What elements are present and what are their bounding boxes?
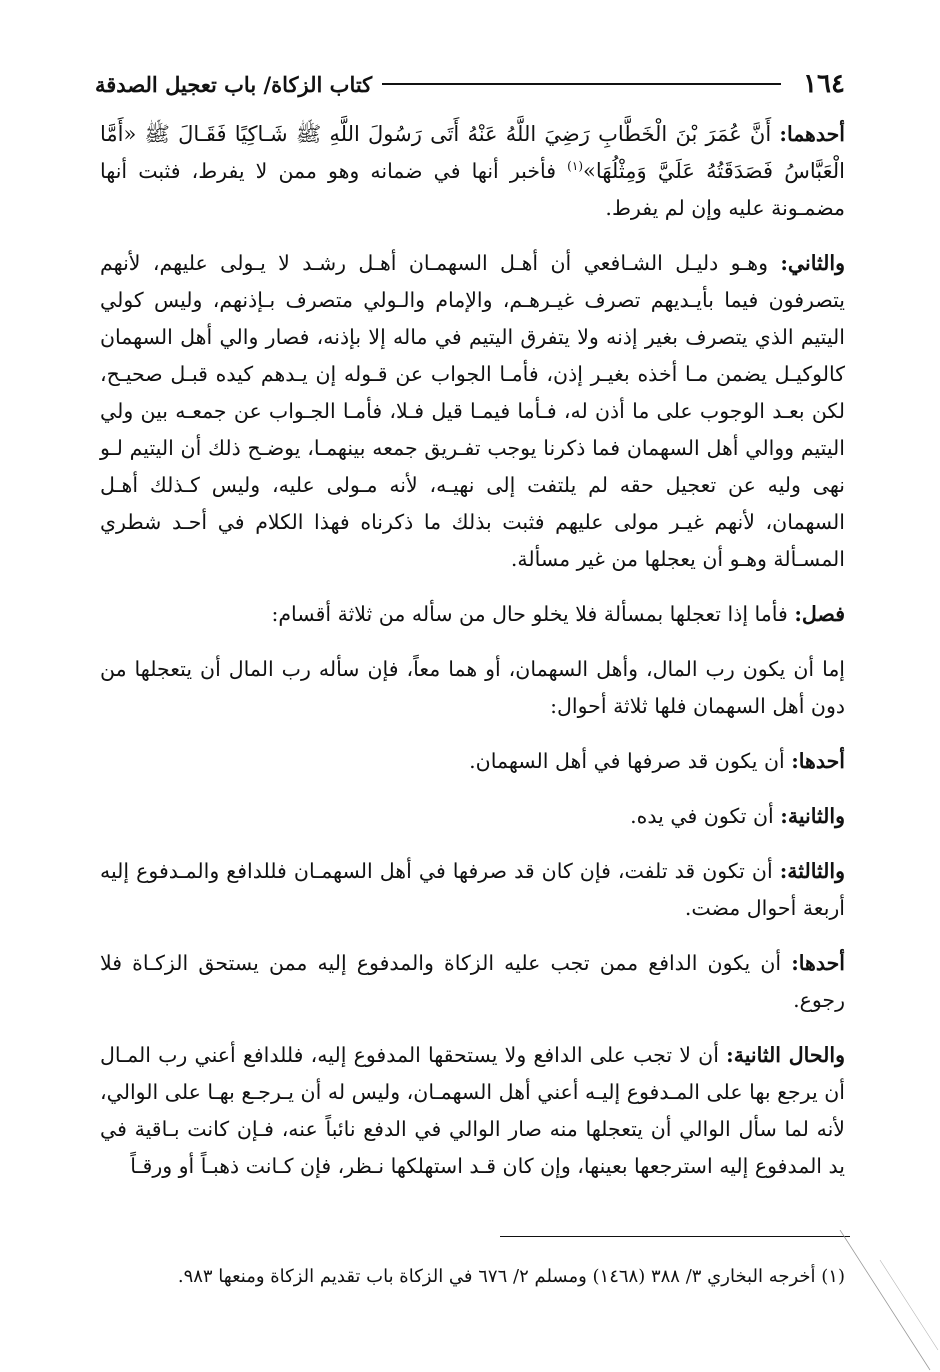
paragraph-9 <box>100 1037 845 1185</box>
paragraph-text: فأما إذا تعجلها بمسألة فلا يخلو حال من سأله من ثلاثة أقسام: <box>271 602 795 626</box>
page-number: ١٦٤ <box>803 69 845 99</box>
footnote-ref[interactable]: (١) <box>567 159 583 174</box>
header-rule <box>382 83 781 85</box>
paragraph-lead: والثانية: <box>780 804 845 828</box>
paragraph-3 <box>100 596 845 633</box>
footnote-number: (١) <box>821 1266 845 1287</box>
paragraph-text: فأخبر أنها في ضمانه وهو ممن لا يفرط، فثبت أنها مضمـونة عليه وإن لم يفرط. <box>100 159 845 220</box>
main-text <box>100 116 845 1203</box>
paragraph-text: أن تكون قد تلفت، فإن كان قد صرفها في أهل السهمـان فللدافع والمـدفوع إليه أربعة أحوال مضت. <box>100 859 845 920</box>
running-header <box>95 62 845 106</box>
paragraph-lead: فصل: <box>794 602 845 626</box>
paragraph-2 <box>100 245 845 578</box>
paragraph-text: أن يكون قد صرفها في أهل السهمان. <box>469 749 792 773</box>
footnote-text: أخرجه البخاري ٣/ ٣٨٨ (١٤٦٨) ومسلم ٢/ ٦٧٦ في الزكاة باب تقديم الزكاة ومنعها ٩٨٣. <box>177 1266 822 1287</box>
paragraph-8 <box>100 945 845 1019</box>
paragraph-1 <box>100 116 845 227</box>
paragraph-lead: أحدها: <box>791 951 845 975</box>
paragraph-5 <box>100 743 845 780</box>
footnote <box>100 1262 845 1292</box>
paragraph-6 <box>100 798 845 835</box>
scan-edge-marks <box>820 1230 940 1372</box>
chapter-title: كتاب الزكاة/ باب تعجيل الصدقة <box>95 71 373 97</box>
paragraph-lead: والحال الثانية: <box>726 1043 845 1067</box>
paragraph-text: أن يكون الدافع ممن تجب عليه الزكاة والمدفوع إليه ممن يستحق الزكـاة فلا رجوع. <box>100 951 845 1012</box>
hadith-quote: أَنَّ عُمَرَ بْنَ الْخَطَّابِ رَضِيَ اللَّهُ عَنْهُ أَتَى رَسُولَ اللَّهِ ﷺ شَـاكِيًا فَقَـالَ ﷺ «أَمَّا الْعَبَّاسُ فَصَدَقَتُهُ عَلَيَّ وَمِثْلُهَا» <box>100 122 845 183</box>
footnote-rule <box>500 1236 850 1237</box>
paragraph-text: وهـو دليـل الشـافعي أن أهـل السهمـان أهـل رشـد لا يـولى عليهم، لأنهم يتصرفون فيما بأيـديهم تصرف غيـرهـم، والإمام والـولي متصرف بـإذنهم، وليس كولي اليتيم الذي يتصرف بغير إذنه ولا يتفرق اليتيم في ماله إلا بإذنه، فصار والي أهل السهمان كالوكيـل يضمن مـا أخذه بغيـر إذن، فأمـا الجواب عن قـوله إن يـدهم كيده قبـل صحيـح، لكن بعـد الوجوب على ما أذن له، فـأما فيمـا قيل فـلا، فأمـا الجـواب عن جمعـه بين ولي اليتيم ووالي أهل السهمان فما ذكرنا يوجب تفـريق جمعه بينهمـا، يوضـح ذلك أن اليتيم لـو نهى وليه عن تعجيل حقه لم يلتفت إلى نهيـه، لأنه مـولى عليه، وليس كـذلك أهـل السهمان، لأنهم غيـر مولى عليهم فثبت بذلك ما ذكرناه فهذا الكلام في أحـد شطري المسـألة وهـو أن يعجلها من غير مسألة. <box>100 251 845 571</box>
paragraph-lead: أحدها: <box>791 749 845 773</box>
paragraph-text: أن تكون في يده. <box>630 804 781 828</box>
paragraph-7 <box>100 853 845 927</box>
paragraph-text: إما أن يكون رب المال، وأهل السهمان، أو هما معاً، فإن سأله رب المال أن يتعجلها من دون أهل السهمان فلها ثلاثة أحوال: <box>100 657 845 718</box>
paragraph-lead: والثالثة: <box>779 859 845 883</box>
paragraph-text: أن لا تجب على الدافع ولا يستحقها المدفوع إليه، فللدافع أعني رب المـال أن يرجع بها على المـدفوع إليـه أعني أهل السهمـان، وليس له أن يـرجـع بهـا على الوالي، لأنه لما سأل الوالي أن يتعجلها منه صار الوالي في الدفع نائباً عنه، فـإن كانت بـاقية في يد المدفوع إليه استرجعها بعينها، وإن كان قـد استهلكها نـظر، فإن كـانت ذهبـاً أو ورقـاً <box>100 1043 845 1178</box>
paragraph-lead: والثاني: <box>780 251 845 275</box>
paragraph-4 <box>100 651 845 725</box>
paragraph-lead: أحدهما: <box>779 122 845 146</box>
